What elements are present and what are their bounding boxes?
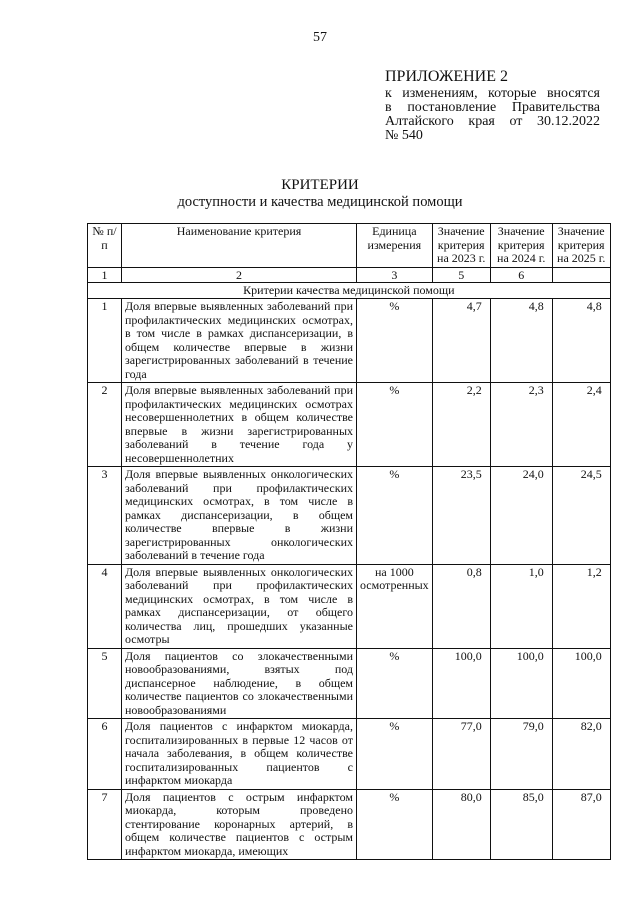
page-number: 57 xyxy=(313,30,327,45)
table-header-row xyxy=(88,224,611,268)
value-2024: 1,0 xyxy=(490,564,552,648)
criterion-unit: % xyxy=(357,719,433,790)
document-title-block xyxy=(0,177,640,211)
value-2023: 2,2 xyxy=(432,383,490,467)
row-number: 6 xyxy=(88,719,122,790)
value-2023: 0,8 xyxy=(432,564,490,648)
document-subtitle: доступности и качества медицинской помощи xyxy=(177,194,463,210)
section-row xyxy=(88,282,611,299)
appendix-line: № 540 xyxy=(385,128,423,143)
row-number: 3 xyxy=(88,467,122,565)
header-2025: Значение критерия на 2025 г. xyxy=(552,224,610,268)
table-row xyxy=(88,299,611,383)
header-2023: Значение критерия на 2023 г. xyxy=(432,224,490,268)
value-2023: 80,0 xyxy=(432,789,490,860)
value-2025: 87,0 xyxy=(552,789,610,860)
column-index: 3 xyxy=(357,267,433,282)
row-number: 1 xyxy=(88,299,122,383)
value-2024: 100,0 xyxy=(490,648,552,719)
appendix-block xyxy=(385,70,600,143)
value-2025: 4,8 xyxy=(552,299,610,383)
column-index: 1 xyxy=(88,267,122,282)
value-2023: 100,0 xyxy=(432,648,490,719)
value-2025: 1,2 xyxy=(552,564,610,648)
criterion-name: Доля впервые выявленных заболеваний при профилактических медицинских осмотрах, в том числе в рамках диспансеризации, в общем количестве впервые в жизни зарегистрированных заболеваний в течение года xyxy=(122,299,357,383)
column-index: 2 xyxy=(122,267,357,282)
criterion-unit: % xyxy=(357,467,433,565)
row-number: 4 xyxy=(88,564,122,648)
value-2024: 79,0 xyxy=(490,719,552,790)
criterion-unit: % xyxy=(357,383,433,467)
row-number: 7 xyxy=(88,789,122,860)
column-index-row xyxy=(88,267,611,282)
value-2024: 2,3 xyxy=(490,383,552,467)
value-2024: 85,0 xyxy=(490,789,552,860)
criteria-table xyxy=(87,223,611,860)
document-title: КРИТЕРИИ xyxy=(281,177,359,193)
header-num: № п/п xyxy=(88,224,122,268)
table-row xyxy=(88,719,611,790)
column-index: 5 xyxy=(432,267,490,282)
table-row xyxy=(88,789,611,860)
table-row xyxy=(88,383,611,467)
value-2023: 4,7 xyxy=(432,299,490,383)
criterion-unit: на 1000 осмотренных xyxy=(357,564,433,648)
appendix-title: ПРИЛОЖЕНИЕ 2 xyxy=(385,68,509,85)
criterion-unit: % xyxy=(357,648,433,719)
table-body xyxy=(88,267,611,860)
criterion-unit: % xyxy=(357,299,433,383)
column-index: 6 xyxy=(490,267,552,282)
column-index xyxy=(552,267,610,282)
header-unit: Единица измерения xyxy=(357,224,433,268)
value-2024: 4,8 xyxy=(490,299,552,383)
row-number: 2 xyxy=(88,383,122,467)
criterion-name: Доля впервые выявленных онкологических заболеваний при профилактических медицинских осмотрах, в том числе в рамках диспансеризации, в общем количестве впервые в жизни зарегистрированных онкологических заболеваний в течение года xyxy=(122,467,357,565)
criterion-name: Доля пациентов с инфарктом миокарда, госпитализированных в первые 12 часов от начала заболевания, в общем количестве госпитализированных пациентов с инфарктом миокарда xyxy=(122,719,357,790)
value-2025: 82,0 xyxy=(552,719,610,790)
value-2025: 24,5 xyxy=(552,467,610,565)
criterion-name: Доля впервые выявленных онкологических заболеваний при профилактических медицинских осмотрах, в том числе в рамках диспансеризации, от общего количества лиц, прошедших указанные осмотры xyxy=(122,564,357,648)
table-row xyxy=(88,648,611,719)
appendix-line: Алтайского края от 30.12.2022 xyxy=(385,114,600,129)
criterion-name: Доля пациентов со злокачественными новообразованиями, взятых под диспансерное наблюдение, в общем количестве пациентов со злокачественными новообразованиями xyxy=(122,648,357,719)
table-row xyxy=(88,467,611,565)
criterion-unit: % xyxy=(357,789,433,860)
table-row xyxy=(88,564,611,648)
criterion-name: Доля впервые выявленных заболеваний при профилактических медицинских осмотрах несовершеннолетних в общем количестве впервые в жизни зарегистрированных заболеваний в течение года у несовершеннолетних xyxy=(122,383,357,467)
criterion-name: Доля пациентов с острым инфарктом миокарда, которым проведено стентирование коронарных артерий, в общем количестве пациентов с острым инфарктом миокарда, имеющих xyxy=(122,789,357,860)
value-2024: 24,0 xyxy=(490,467,552,565)
header-name: Наименование критерия xyxy=(122,224,357,268)
section-title: Критерии качества медицинской помощи xyxy=(88,282,611,299)
row-number: 5 xyxy=(88,648,122,719)
value-2023: 23,5 xyxy=(432,467,490,565)
appendix-line: в постановление Правительства xyxy=(385,100,600,115)
value-2025: 100,0 xyxy=(552,648,610,719)
appendix-line: к изменениям, которые вносятся xyxy=(385,86,600,101)
value-2025: 2,4 xyxy=(552,383,610,467)
value-2023: 77,0 xyxy=(432,719,490,790)
header-2024: Значение критерия на 2024 г. xyxy=(490,224,552,268)
